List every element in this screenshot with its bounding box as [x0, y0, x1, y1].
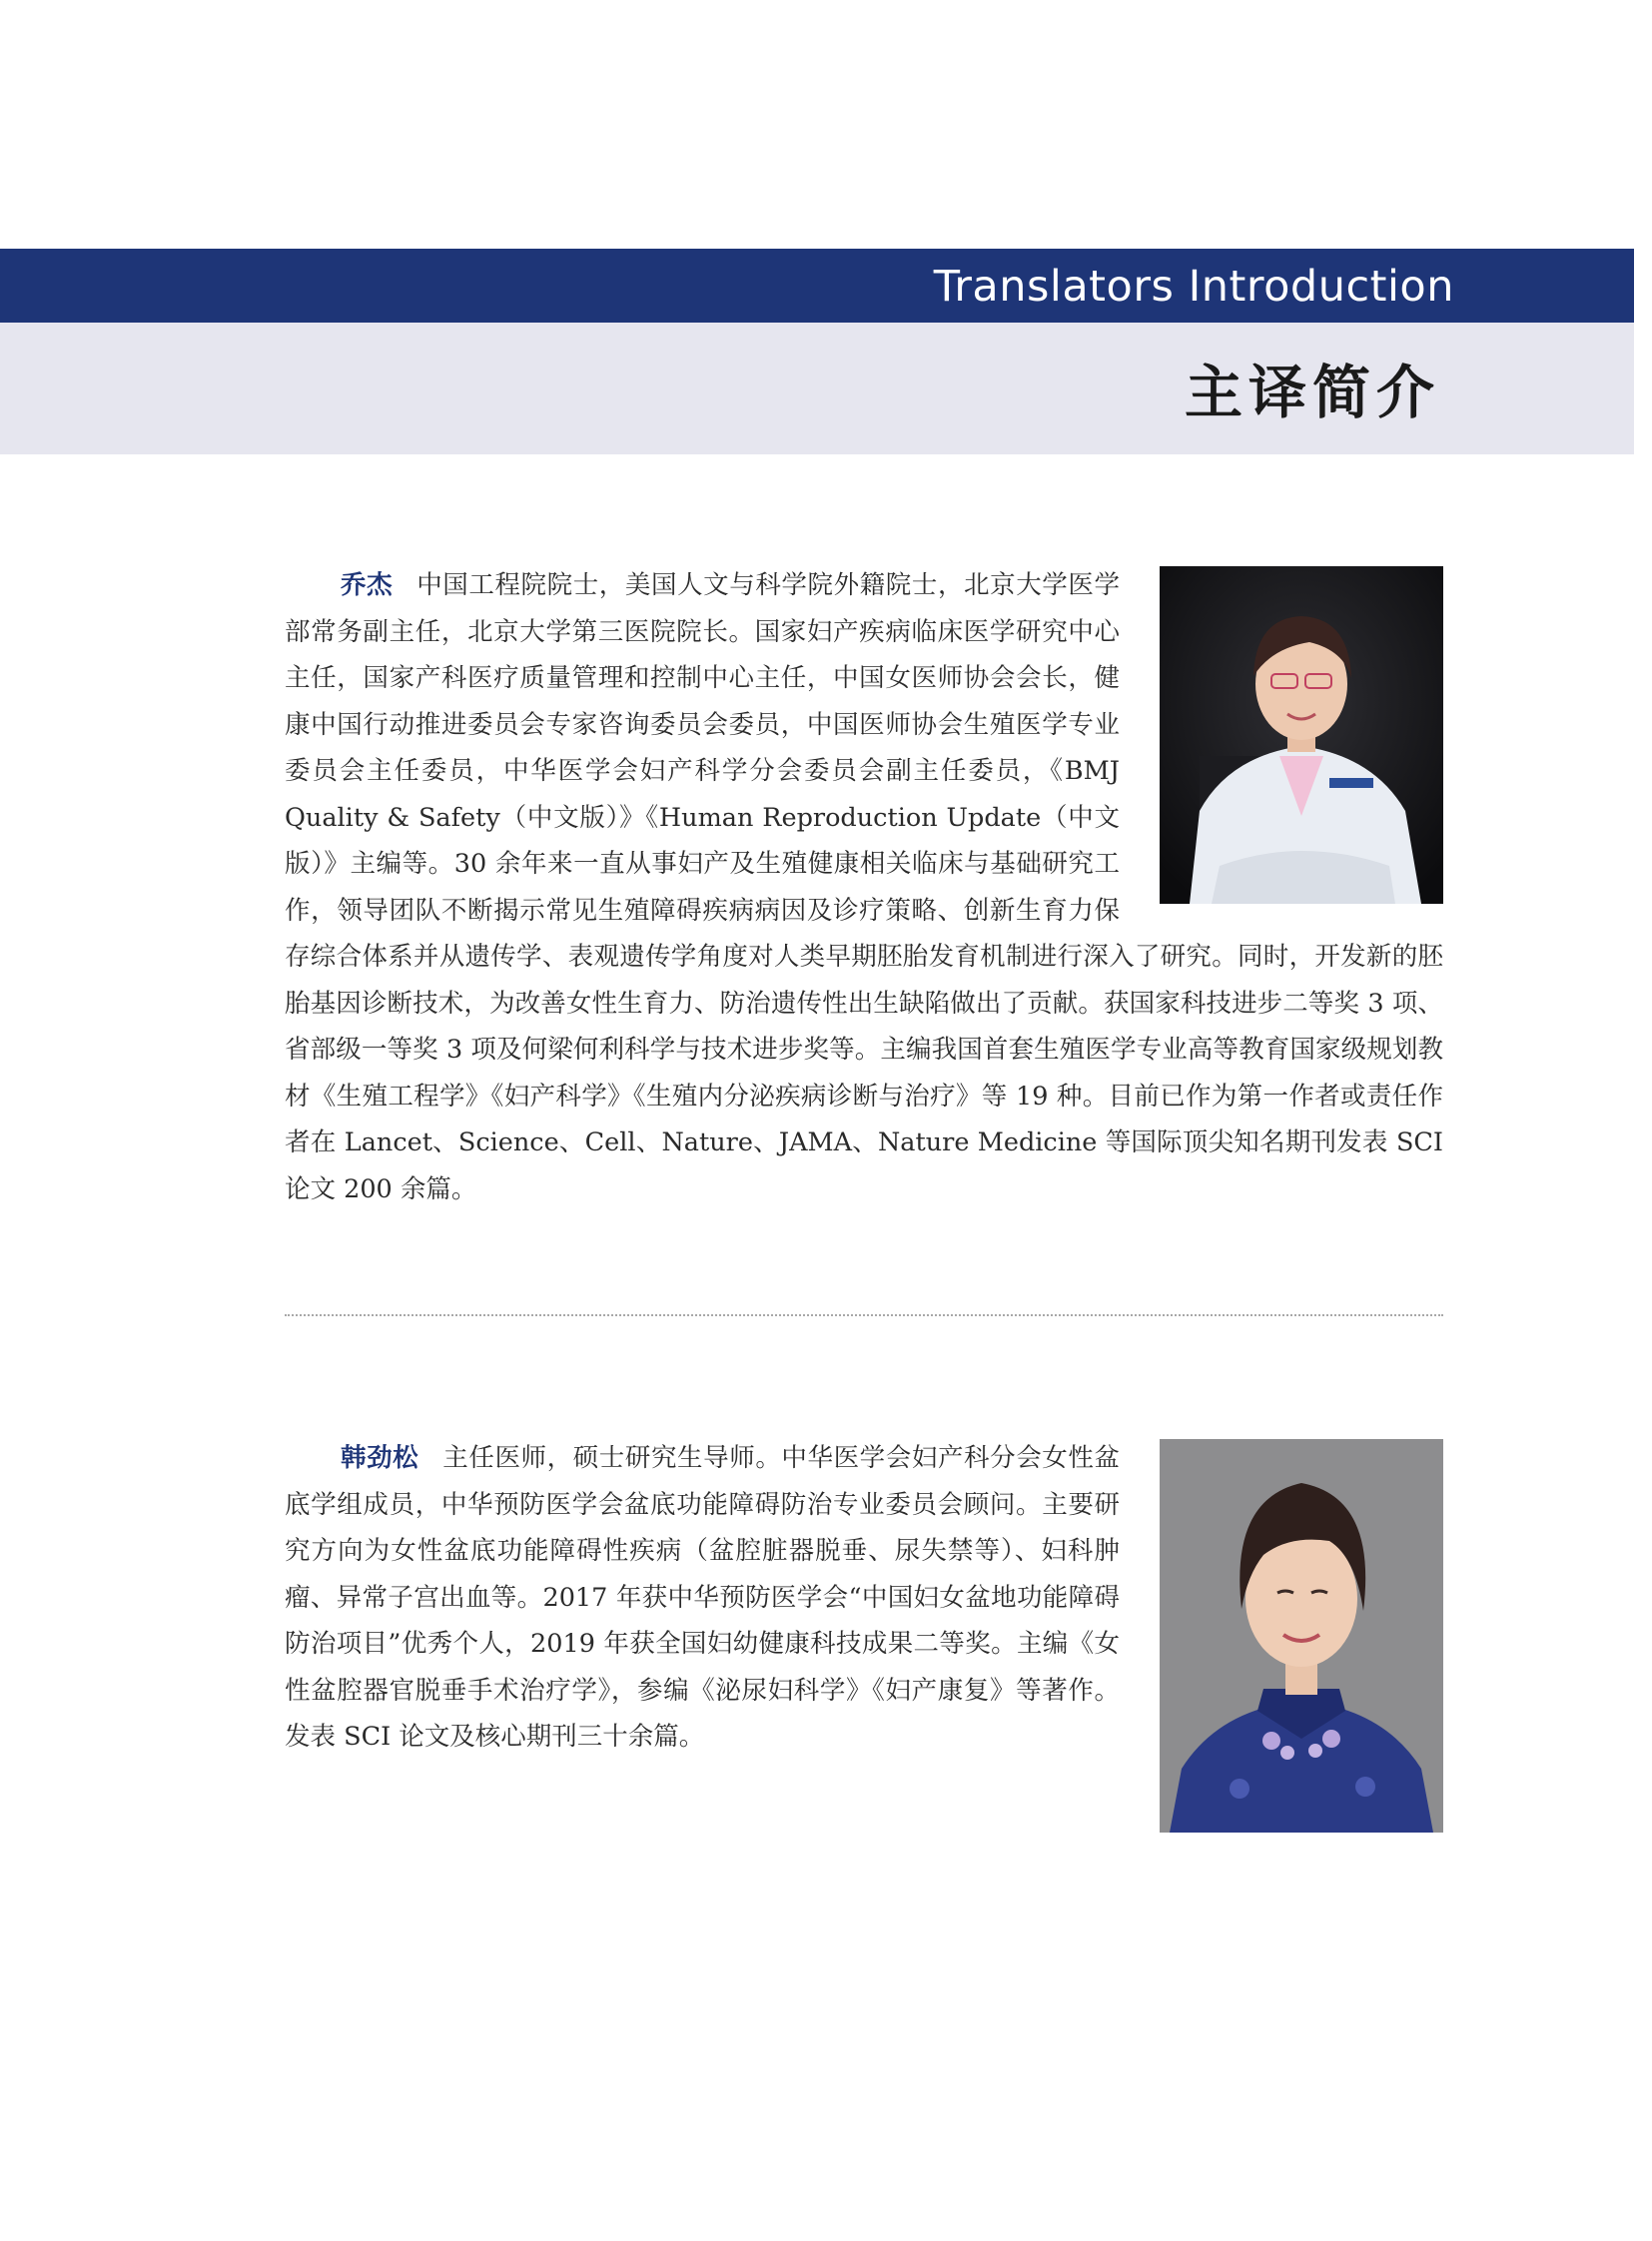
translator-bio-2 — [285, 1435, 1443, 1845]
translator-name-1: 乔杰 — [341, 570, 394, 600]
section-divider — [285, 1314, 1443, 1316]
translator-bio-1 — [285, 562, 1443, 1212]
portrait-photo-2 — [1160, 1439, 1443, 1833]
translator-bio-text-1: 中国工程院院士，美国人文与科学院外籍院士，北京大学医学部常务副主任，北京大学第三医院院长。国家妇产疾病临床医学研究中心主任，国家产科医疗质量管理和控制中心主任，中国女医师协会会长，健康中国行动推进委员会专家咨询委员会委员，中国医师协会生殖医学专业委员会主任委员，中华医学会妇产科学分会委员会副主任委员，《BMJ Quality & Safety（中文版）》《Human Reproduction Update（中文版）》主编等。30 余年来一直从事妇产及生殖健康相关临床与基础研究工作，领导团队不断揭示常见生殖障碍疾病病因及诊疗策略、创新生育力保存综合体系并从遗传学、表观遗传学角度对人类早期胚胎发育机制进行深入了研究。同时，开发新的胚胎基因诊断技术，为改善女性生育力、防治遗传性出生缺陷做出了贡献。获国家科技进步二等奖 3 项、省部级一等奖 3 项及何梁何利科学与技术进步奖等。主编我国首套生殖医学专业高等教育国家级规划教材《生殖工程学》《妇产科学》《生殖内分泌疾病诊断与治疗》等 19 种。目前已作为第一作者或责任作者在 Lancet、Science、Cell、Nature、JAMA、Nature Medicine 等国际顶尖知名期刊发表 SCI 论文 200 余篇。 — [285, 570, 1443, 1204]
english-section-title: Translators Introduction — [933, 262, 1454, 312]
translator-bio-text-2: 主任医师，硕士研究生导师。中华医学会妇产科分会女性盆底学组成员，中华预防医学会盆底功能障碍防治专业委员会顾问。主要研究方向为女性盆底功能障碍性疾病（盆腔脏器脱垂、尿失禁等）、妇科肿瘤、异常子宫出血等。2017 年获中华预防医学会“中国妇女盆地功能障碍防治项目”优秀个人，2019 年获全国妇幼健康科技成果二等奖。主编《女性盆腔器官脱垂手术治疗学》，参编《泌尿妇科学》《妇产康复》等著作。发表 SCI 论文及核心期刊三十余篇。 — [285, 1443, 1120, 1752]
portrait-photo-1 — [1160, 566, 1443, 904]
chinese-section-title: 主译简介 — [1184, 359, 1440, 426]
translator-name-2: 韩劲松 — [341, 1443, 419, 1473]
